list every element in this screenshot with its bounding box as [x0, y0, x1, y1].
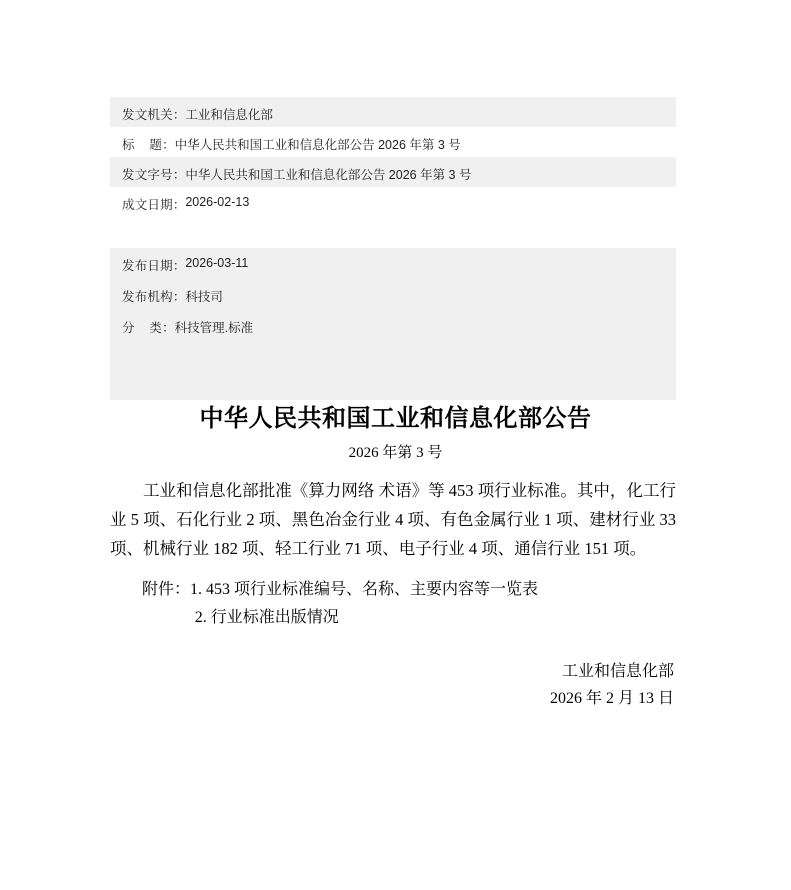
metadata-value: 科技管理.标准	[174, 321, 254, 335]
page-title: 中华人民共和国工业和信息化部公告	[199, 405, 592, 432]
body-paragraph: 工业和信息化部批准《算力网络 术语》等 453 项行业标准。其中，化工行业 5 项、石化行业 2 项、黑色冶金行业 4 项、有色金属行业 1 项、建材行业 33 项、机械行业 182 项、轻工行业 71 项、电子行业 4 项、通信行业 151 项。	[110, 481, 676, 558]
signature-block	[110, 658, 676, 712]
metadata-separator: ：	[172, 290, 186, 304]
metadata-value: 中华人民共和国工业和信息化部公告 2026 年第 3 号	[185, 168, 472, 182]
metadata-separator: ：	[172, 259, 186, 273]
metadata-separator: ：	[162, 138, 175, 152]
document-metadata-table	[110, 97, 676, 400]
metadata-value: 2026-02-13	[185, 195, 250, 209]
signature-date: 2026 年 2 月 13 日	[549, 690, 674, 707]
metadata-row-issuing-authority	[110, 97, 676, 127]
metadata-label: 发布日期	[122, 259, 173, 273]
metadata-row-document-number	[110, 157, 676, 187]
metadata-separator: ：	[162, 321, 175, 335]
metadata-value: 科技司	[185, 290, 223, 304]
metadata-label: 发文字号	[122, 168, 173, 182]
metadata-label: 成文日期	[122, 198, 173, 212]
metadata-row-title	[110, 127, 676, 157]
metadata-label: 标 题	[122, 138, 163, 152]
metadata-value: 中华人民共和国工业和信息化部公告 2026 年第 3 号	[174, 138, 461, 152]
attachment-item-2: 2. 行业标准出版情况	[194, 609, 339, 626]
metadata-label: 发文机关	[122, 108, 173, 122]
metadata-separator: ：	[172, 168, 186, 182]
attachment-list	[110, 576, 676, 632]
attachment-item-1: 附件：1. 453 项行业标准编号、名称、主要内容等一览表	[142, 581, 539, 598]
metadata-label: 分 类	[122, 321, 163, 335]
document-number: 2026 年第 3 号	[348, 445, 443, 461]
signature-organization: 工业和信息化部	[561, 663, 674, 680]
metadata-value: 工业和信息化部	[185, 108, 273, 122]
metadata-row-publish-org	[110, 279, 676, 310]
metadata-row-category	[110, 310, 676, 400]
metadata-separator: ：	[172, 198, 186, 212]
metadata-label: 发布机构	[122, 290, 173, 304]
metadata-separator: ：	[172, 108, 186, 122]
metadata-row-completion-date	[110, 187, 676, 248]
metadata-row-publish-date	[110, 248, 676, 279]
metadata-value: 2026-03-11	[185, 256, 249, 270]
